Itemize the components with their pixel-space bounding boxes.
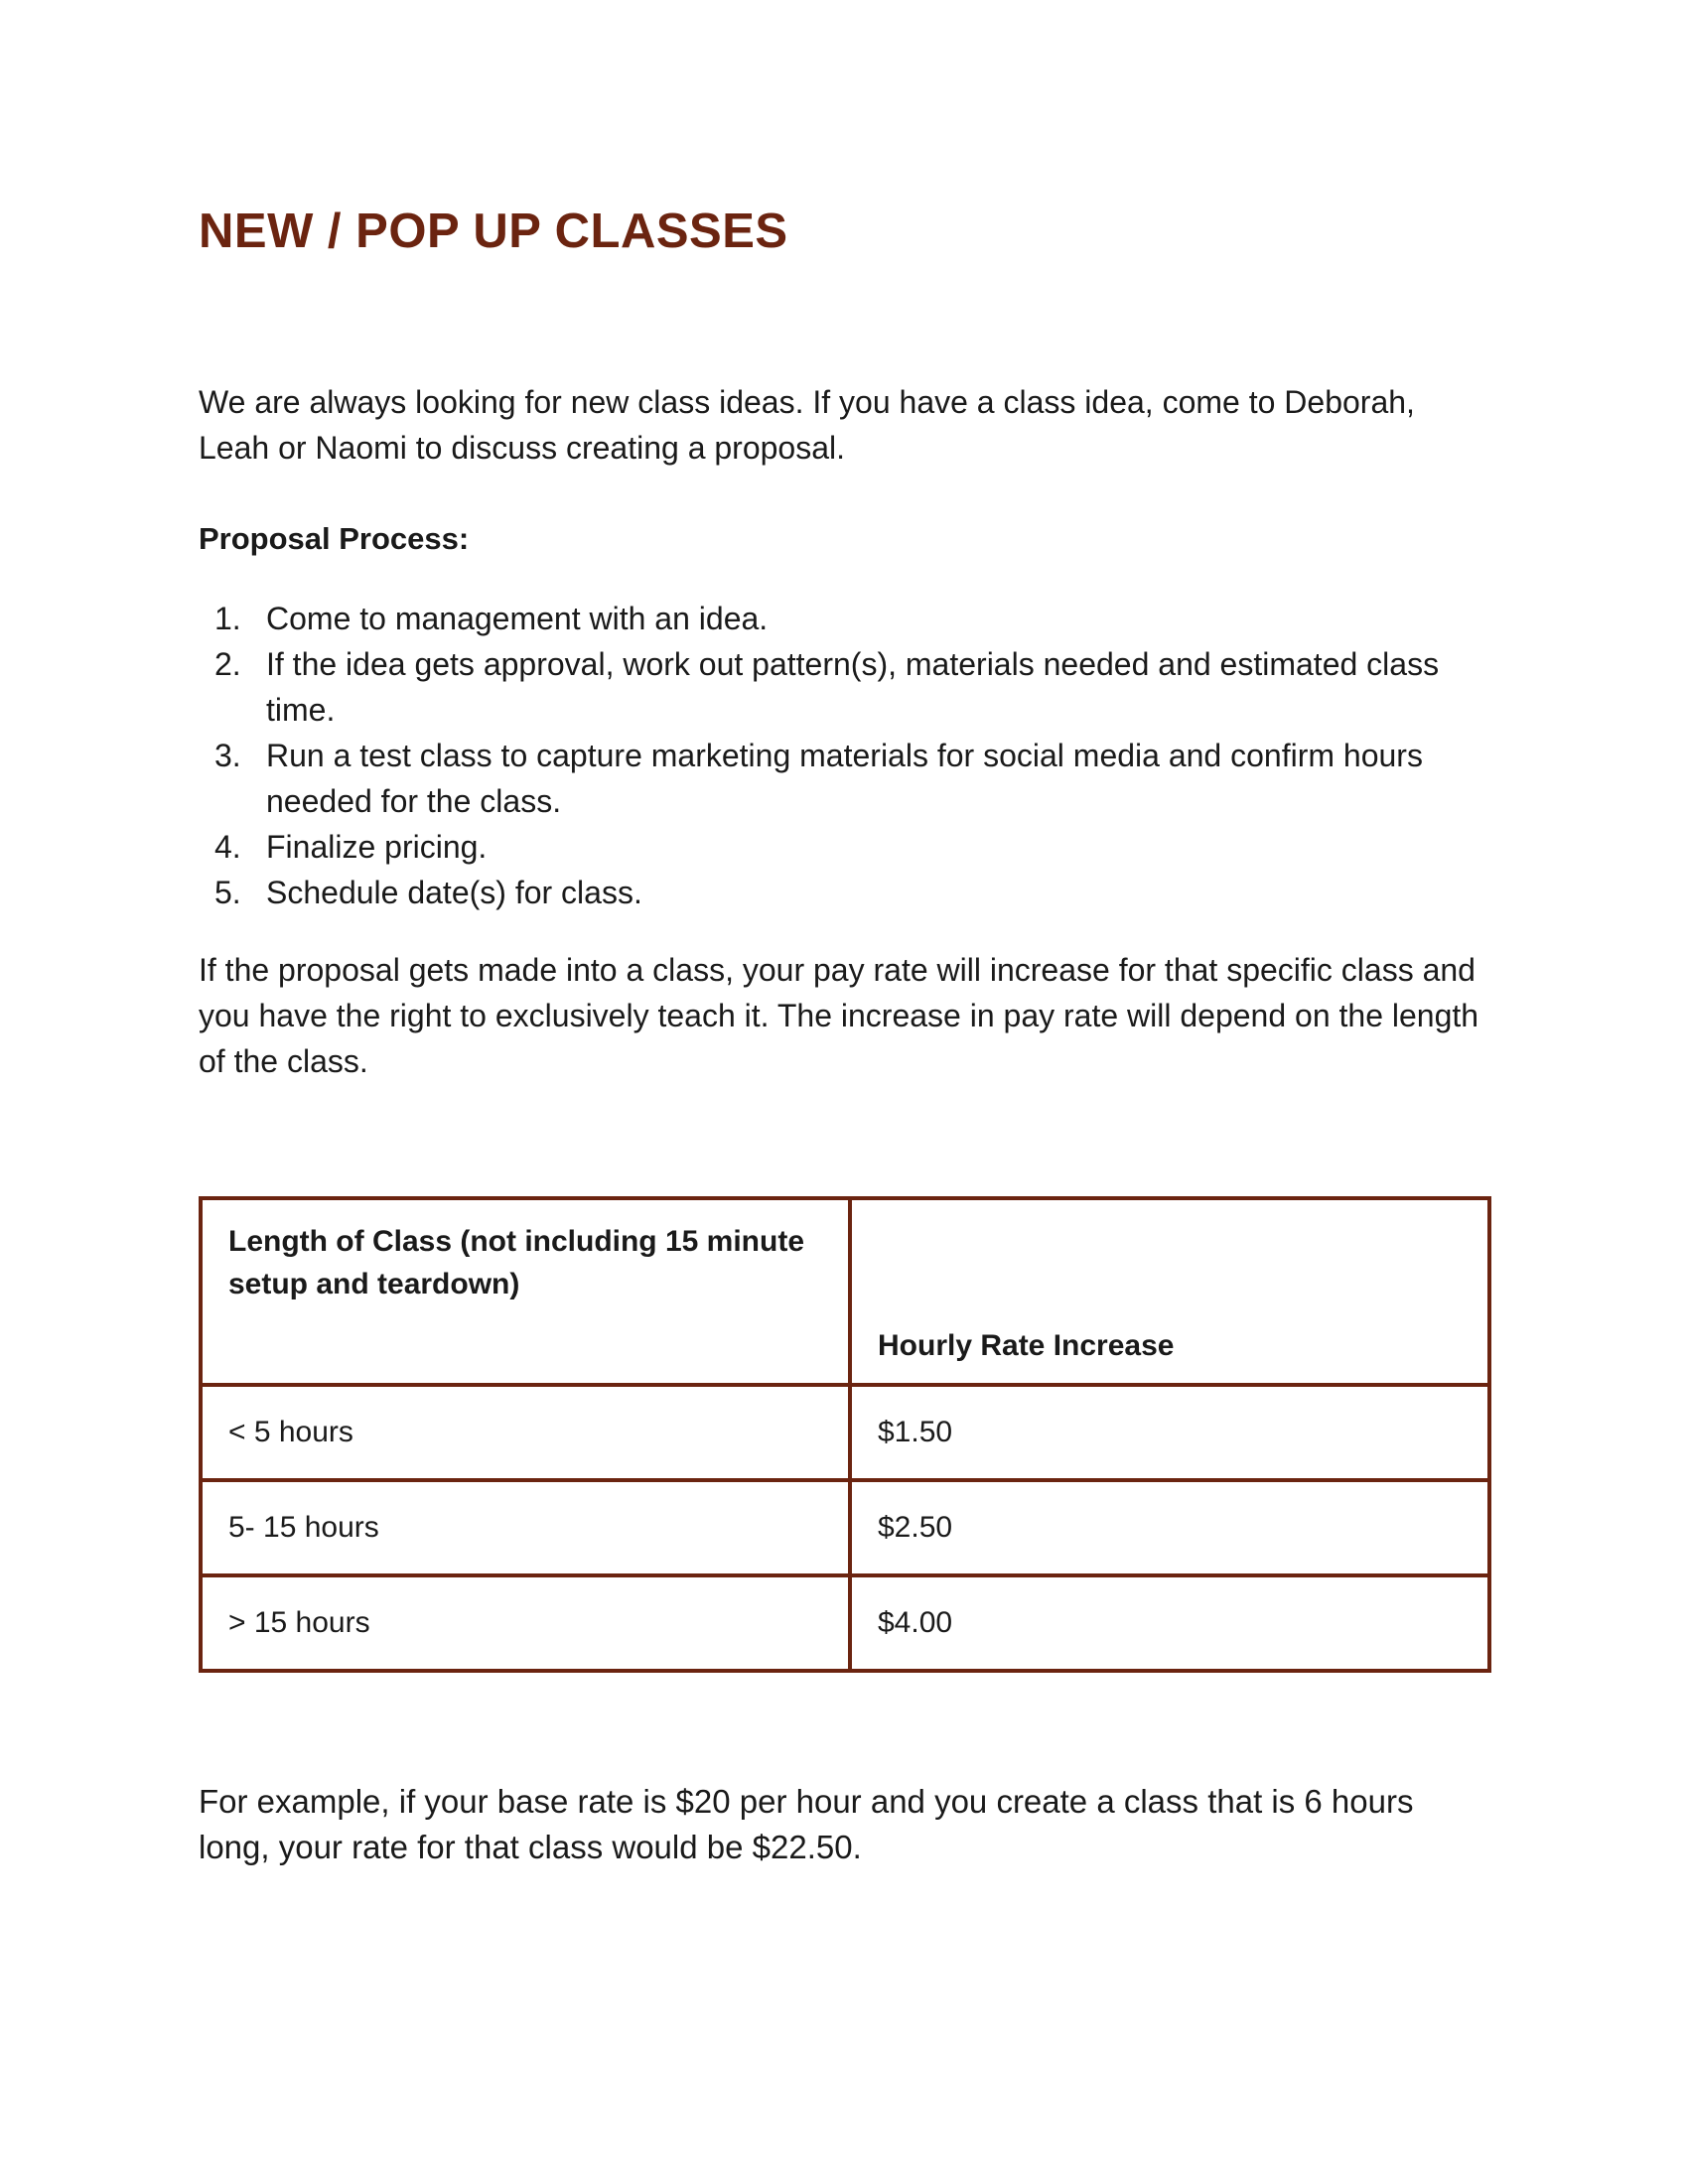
list-item <box>199 596 1489 641</box>
table-row <box>201 1480 1489 1575</box>
step-text: Schedule date(s) for class. <box>266 875 642 910</box>
list-item <box>199 733 1489 824</box>
table-cell-rate: $2.50 <box>850 1480 1489 1575</box>
proposal-process-heading: Proposal Process: <box>199 521 470 556</box>
pay-rate-paragraph: If the proposal gets made into a class, your pay rate will increase for that specific class and you have the right to exclusively teach it. The increase in pay rate will depend on the length of the class. <box>199 952 1479 1079</box>
step-number: 2. <box>214 646 241 682</box>
proposal-steps-list <box>199 596 1489 915</box>
intro-paragraph: We are always looking for new class ideas. If you have a class idea, come to Deborah, Leah or Naomi to discuss creating a proposal. <box>199 384 1415 466</box>
table-cell-rate: $1.50 <box>850 1385 1489 1480</box>
step-number: 1. <box>214 601 241 636</box>
table-cell-rate: $4.00 <box>850 1575 1489 1671</box>
table-row <box>201 1575 1489 1671</box>
step-number: 4. <box>214 829 241 865</box>
table-cell-length: 5- 15 hours <box>201 1480 850 1575</box>
step-text: Run a test class to capture marketing materials for social media and confirm hours needed for the class. <box>266 738 1423 819</box>
table-header-row <box>201 1198 1489 1385</box>
column-header-length: Length of Class (not including 15 minute setup and teardown) <box>201 1198 850 1385</box>
page-title: NEW / POP UP CLASSES <box>199 205 788 258</box>
column-header-rate: Hourly Rate Increase <box>850 1198 1489 1385</box>
table-row <box>201 1385 1489 1480</box>
step-text: Come to management with an idea. <box>266 601 769 636</box>
list-item <box>199 870 1489 915</box>
table-cell-length: < 5 hours <box>201 1385 850 1480</box>
step-number: 5. <box>214 875 241 910</box>
rate-increase-table <box>199 1196 1491 1673</box>
step-text: If the idea gets approval, work out pattern(s), materials needed and estimated class time. <box>266 646 1440 728</box>
example-paragraph: For example, if your base rate is $20 per hour and you create a class that is 6 hours long, your rate for that class would be $22.50. <box>199 1783 1414 1865</box>
list-item <box>199 641 1489 733</box>
table-cell-length: > 15 hours <box>201 1575 850 1671</box>
step-number: 3. <box>214 738 241 773</box>
step-text: Finalize pricing. <box>266 829 488 865</box>
list-item <box>199 824 1489 870</box>
